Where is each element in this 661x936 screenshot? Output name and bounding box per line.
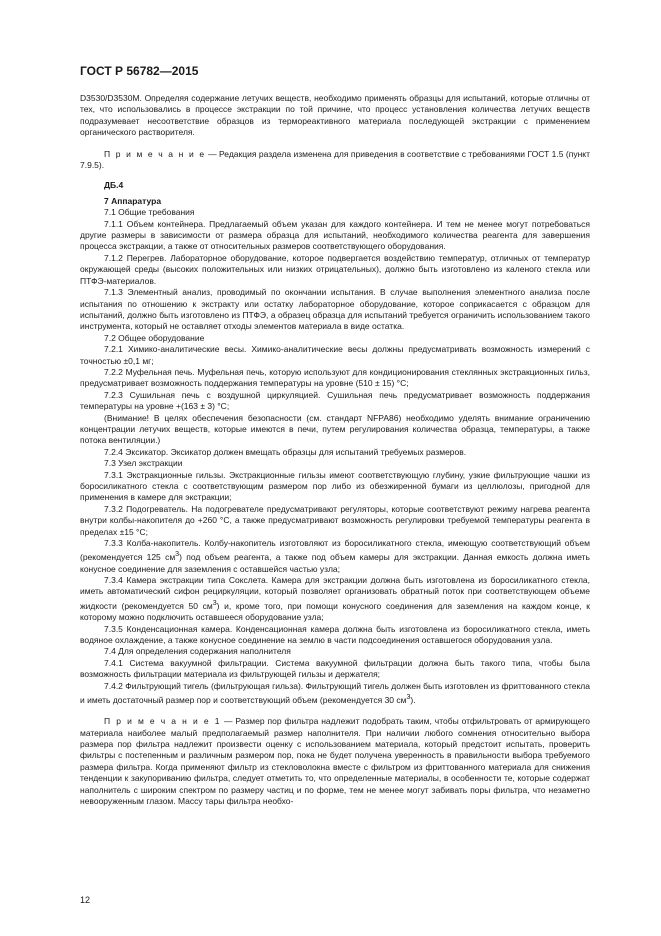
note-label: П р и м е ч а н и е xyxy=(104,148,206,159)
superscript: 3 xyxy=(406,692,411,701)
clause-7-4-2 xyxy=(80,681,590,707)
page-number: 12 xyxy=(80,895,91,905)
clause-text: 7.4.2 Фильтрующий тигель (фильтрующая гильза). Фильтрующий тигель должен быть изготовлен из фриттованного стекла и иметь достаточный размер пор и соответствующий объем (рекомендуется 30 см xyxy=(80,680,590,705)
clause-7-3-4 xyxy=(80,575,590,623)
clause-7-1-2: 7.1.2 Перегрев. Лабораторное оборудование, которое подвергается воздействию температур, отличных от температур окружающей среды (высоких положительных или низких отрицательных), должно быть изготовлено из каленого стекла или ПТФЭ-материалов. xyxy=(80,252,590,286)
clause-7-3-5: 7.3.5 Конденсационная камера. Конденсационная камера должна быть изготовлена из боросиликатного стекла, иметь водяное охлаждение, а также конусное соединение на землю в части подсоединения оставшегося оборудования узла. xyxy=(80,623,590,645)
section-7-4-heading: 7.4 Для определения содержания наполнителя xyxy=(104,646,291,657)
clause-7-3-3 xyxy=(80,538,590,575)
clause-7-2-2: 7.2.2 Муфельная печь. Муфельная печь, которую используют для кондиционирования стеклянных экстракционных гильз, предусматривает возможность поддержания температуры на уровне (510 ± 15) °C; xyxy=(80,366,590,389)
note-1 xyxy=(80,716,590,807)
clause-text: ) под объем реагента, а также под объем камеры для экстракции. Данная емкость должна иметь конусное соединение для заземления с оставшейся частью узла; xyxy=(80,552,590,574)
clause-7-2-1: 7.2.1 Химико-аналитические весы. Химико-аналитические весы должны предусматривать возможность измерений с точностью ±0,1 мг; xyxy=(80,344,590,366)
clause-7-2-3: 7.2.3 Сушильная печь с воздушной циркуляцией. Сушильная печь предусматривает возможность поддержания температуры на уровне +(163 ± 3) °C; xyxy=(80,389,590,412)
clause-7-1-3: 7.1.3 Элементный анализ, проводимый по окончании испытания. В случае выполнения элементного анализа после испытания по отношению к экстракту или остатку лабораторное оборудование, которое соприкасается с образцом для испытаний, должно быть изготовлено из ПТФЭ, а образец образца для испытаний требуется ограничить использованием такого инструмента, который не оставляет отходы элементов материала в виде остатка. xyxy=(80,287,590,332)
clause-7-3-2: 7.3.2 Подогреватель. На подогревателе предусматривают регуляторы, которые соответствуют режиму нагрева реагента внутри колбы-накопителя до +260 °C, а также предусматривают возможность регулировки требуемой температуры реагента в пределах ±15 °C; xyxy=(80,503,590,537)
note-text: — Размер пор фильтра надлежит подобрать таким, чтобы отфильтровать от армирующего материала наиболее малый предполагаемый размер наполнителя. При наличии любого сомнения относительно выбора размера пор фильтра надлежит произвести оценку с использованием материала, который предстоит испытать, проверить фильтры с постепенным и различным размером пор, пока не будет получена уверенность в правильности выбора требуемого размера фильтра. Когда применяют фильтр из стекловолокна вместе с фильтром из фриттованного материала для снижения тенденции к закупориванию фильтра, следует отметить то, что определенные материалы, в особенности те, которые содержат наполнитель с широким спектром по размеру частиц и по форме, тем не менее могут забивать поры фильтра, что незаметно невооруженным глазом. Массу тары фильтра необхо- xyxy=(80,716,590,807)
section-7-3-heading: 7.3 Узел экстракции xyxy=(104,458,183,469)
clause-7-2-4: 7.2.4 Эксикатор. Эксикатор должен вмещать образцы для испытаний требуемых размеров. xyxy=(104,446,467,457)
section-7-heading: 7 Аппаратура xyxy=(104,195,162,206)
clause-7-1-1: 7.1.1 Объем контейнера. Предлагаемый объем указан для каждого контейнера. И тем не менее могут потребоваться другие размеры в зависимости от размера образца для испытаний, необходимого количества реагента для завершения процесса экстракции, а также от относительных размеров соответствующего оборудования. xyxy=(80,218,590,252)
clause-7-3-1: 7.3.1 Экстракционные гильзы. Экстракционные гильзы имеют соответствующую глубину, узкие фильтрующие чашки из боросиликатного стекла с соответствующим размером пор либо из обезжиренной бумаги из целлюлозы, пригодной для применения в камере для экстракции; xyxy=(80,469,590,503)
document-header: ГОСТ Р 56782—2015 xyxy=(80,64,199,78)
paragraph-continuation: D3530/D3530M. Определяя содержание летучих веществ, необходимо применять образцы для испытаний, которые отличны от тех, что использовались в процессе экстракции по той причине, что процесс установления количества летучих веществ подразумевает несоответствие образцов из термореактивного материала последующей экстракции с применением органического растворителя. xyxy=(80,93,590,138)
clause-text: 7.3.4 Камера экстракции типа Сокслета. Камера для экстракции должна быть изготовлена из боросиликатного стекла, иметь автоматический сифон рециркуляции, который позволяет организовать обратный поток при соответствующем объеме жидкости (рекомендуется 50 см xyxy=(80,575,590,611)
superscript: 3 xyxy=(175,550,180,559)
section-db4: ДБ.4 xyxy=(104,180,124,191)
clause-text: ). xyxy=(410,694,416,705)
clause-text: ) и, кроме того, при помощи конусного соединения для заземления на каждом конце, к которому можно подключить оставшееся оборудование узла; xyxy=(80,600,590,623)
safety-warning: (Внимание! В целях обеспечения безопасности (см. стандарт NFPA86) необходимо уделять внимание ограничению концентрации летучих веществ, которые имеются в печи, путем регулирования количества образца, температуры, а также потока вентиляции.) xyxy=(80,412,590,446)
note-text: — Редакция раздела изменена для приведения в соответствие с требованиями ГОСТ 1.5 (пункт 7.9.5). xyxy=(80,148,591,171)
page-body xyxy=(80,93,590,807)
section-7-2-heading: 7.2 Общее оборудование xyxy=(104,332,205,343)
superscript: 3 xyxy=(212,598,217,607)
clause-7-4-1: 7.4.1 Система вакуумной фильтрации. Система вакуумной фильтрации должна быть такого типа, чтобы была возможность фильтрации материала из фильтрующей гильзы и держателя; xyxy=(80,657,590,680)
clause-text: 7.3.3 Колба-накопитель. Колбу-накопитель изготовляют из боросиликатного стекла, имеющую соответствующий объем (рекомендуется 125 см xyxy=(80,538,590,563)
note-label: П р и м е ч а н и е 1 xyxy=(104,716,222,727)
section-7-1-heading: 7.1 Общие требования xyxy=(104,207,195,218)
note-editorial xyxy=(80,149,590,172)
